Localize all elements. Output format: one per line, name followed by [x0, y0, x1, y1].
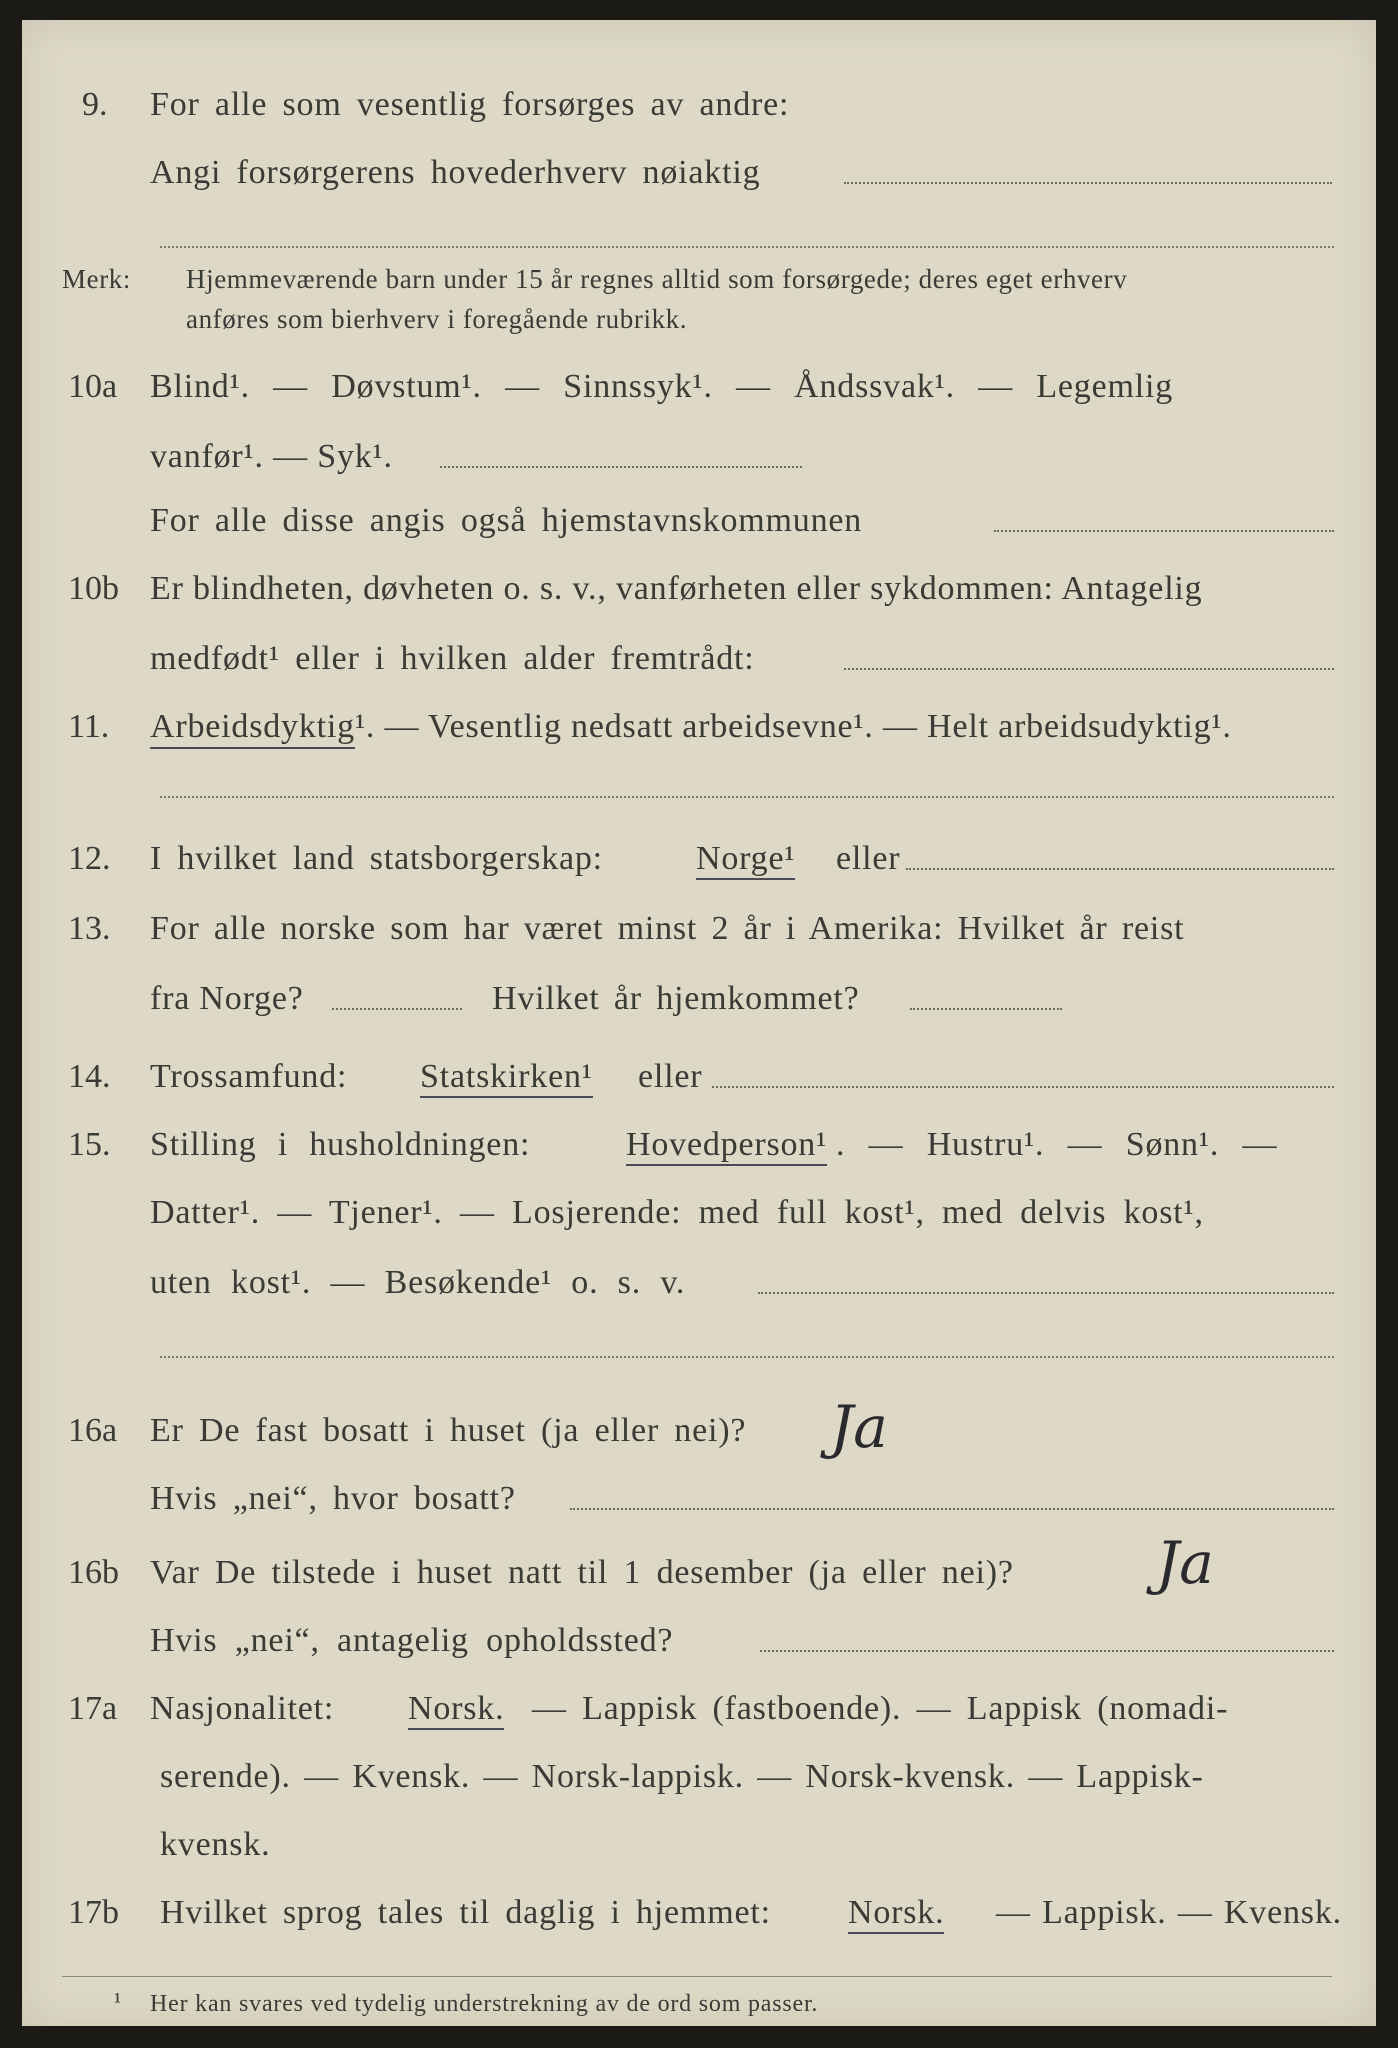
q16b-stay-field[interactable]: [760, 1650, 1334, 1652]
q11-selected-option: Arbeidsdyktig: [150, 708, 355, 749]
q10a-number: 10a: [68, 368, 118, 405]
q12-question: I hvilket land statsborgerskap:: [150, 840, 603, 877]
q10b-number: 10b: [68, 570, 119, 607]
q13-left-norway: fra Norge?: [150, 980, 304, 1017]
q14-selected-option: Statskirken¹: [420, 1060, 593, 1098]
q13-year-left-field[interactable]: [332, 1008, 462, 1010]
q10a-line1: Blind¹. — Døvstum¹. — Sinnssyk¹. — Åndssvak¹. — Legemlig: [150, 368, 1174, 405]
q15-selected-option: Hovedperson¹: [626, 1128, 827, 1166]
q11-number: 11.: [68, 708, 110, 745]
q17a-line2: serende). — Kvensk. — Norsk-lappisk. — Norsk-kvensk. — Lappisk-: [160, 1758, 1204, 1795]
q16b-line2: Hvis „nei“, antagelig opholdssted?: [150, 1622, 674, 1659]
q16a-residence-field[interactable]: [570, 1508, 1334, 1510]
q11-rest: ¹. — Vesentlig nedsatt arbeidsevne¹. — Helt arbeidsudyktig¹.: [354, 708, 1232, 745]
merk-line1: Hjemmeværende barn under 15 år regnes alltid som forsørgede; deres eget erhverv: [186, 264, 1128, 294]
q16a-handwritten-answer: Ja: [830, 1393, 888, 1461]
q15-line2: Datter¹. — Tjener¹. — Losjerende: med full kost¹, med delvis kost¹,: [150, 1194, 1204, 1231]
q17a-question: Nasjonalitet:: [150, 1690, 335, 1727]
q10a-sick-field[interactable]: [440, 466, 802, 468]
q9-line2: Angi forsørgerens hovederhverv nøiaktig: [150, 154, 761, 191]
q16b-question: Var De tilstede i huset natt til 1 desember (ja eller nei)?: [150, 1554, 1014, 1591]
q16a-question: Er De fast bosatt i huset (ja eller nei)?: [150, 1412, 747, 1449]
q12-number: 12.: [68, 840, 111, 877]
merk-label: Merk:: [62, 264, 131, 294]
q16a-number: 16a: [68, 1412, 118, 1449]
merk-line2: anføres som bierhverv i foregående rubrikk.: [186, 304, 688, 334]
q9-answer-field-2[interactable]: [160, 246, 1334, 248]
q14-number: 14.: [68, 1058, 111, 1095]
q15-answer-field-2[interactable]: [160, 1356, 1334, 1358]
q10b-line1: Er blindheten, døvheten o. s. v., vanførheten eller sykdommen: Antagelig: [150, 570, 1203, 607]
q17a-number: 17a: [68, 1690, 118, 1727]
q12-selected-option: Norge¹: [696, 842, 795, 880]
q17b-question: Hvilket sprog tales til daglig i hjemmet:: [160, 1894, 771, 1931]
q12-or: eller: [836, 840, 901, 877]
q9-answer-field[interactable]: [844, 182, 1332, 184]
q15-line1-rest: . — Hustru¹. — Sønn¹. —: [836, 1126, 1278, 1163]
q10a-line2: vanfør¹. — Syk¹.: [150, 438, 393, 475]
q17a-line1-rest: — Lappisk (fastboende). — Lappisk (nomadi-: [532, 1690, 1229, 1727]
q11-line: [150, 710, 1232, 744]
census-form-page: [22, 20, 1376, 2026]
q13-number: 13.: [68, 910, 111, 947]
q9-line1: For alle som vesentlig forsørges av andre:: [150, 86, 790, 123]
q15-number: 15.: [68, 1126, 111, 1163]
q10b-age-field[interactable]: [844, 668, 1334, 670]
q16a-line2: Hvis „nei“, hvor bosatt?: [150, 1480, 516, 1517]
q10a-line3: For alle disse angis også hjemstavnskommunen: [150, 502, 863, 539]
q17a-line3: kvensk.: [160, 1826, 271, 1863]
footnote-text: Her kan svares ved tydelig understrekning av de ord som passer.: [150, 1991, 819, 2017]
q15-other-field[interactable]: [758, 1292, 1334, 1294]
q17a-selected-option: Norsk.: [408, 1692, 504, 1730]
q10b-line2: medfødt¹ eller i hvilken alder fremtrådt:: [150, 640, 755, 677]
footnote-divider: [62, 1976, 1332, 1977]
q12-other-country-field[interactable]: [906, 868, 1334, 870]
q16b-number: 16b: [68, 1554, 119, 1591]
q14-other-field[interactable]: [712, 1086, 1334, 1088]
q17b-rest: — Lappisk. — Kvensk.: [996, 1894, 1342, 1931]
q15-question: Stilling i husholdningen:: [150, 1126, 531, 1163]
q13-line1: For alle norske som har været minst 2 år i Amerika: Hvilket år reist: [150, 910, 1185, 947]
footnote-mark: ¹: [114, 1989, 122, 2015]
q10a-municipality-field[interactable]: [994, 530, 1334, 532]
q11-answer-field[interactable]: [160, 796, 1334, 798]
q14-or: eller: [638, 1058, 703, 1095]
q17b-number: 17b: [68, 1894, 119, 1931]
q17b-selected-option: Norsk.: [848, 1896, 944, 1934]
q16b-handwritten-answer: Ja: [1156, 1529, 1214, 1597]
q14-question: Trossamfund:: [150, 1058, 348, 1095]
q13-year-returned-field[interactable]: [910, 1008, 1062, 1010]
q13-returned: Hvilket år hjemkommet?: [492, 980, 860, 1017]
q9-number: 9.: [82, 86, 108, 123]
q15-line3: uten kost¹. — Besøkende¹ o. s. v.: [150, 1264, 686, 1301]
